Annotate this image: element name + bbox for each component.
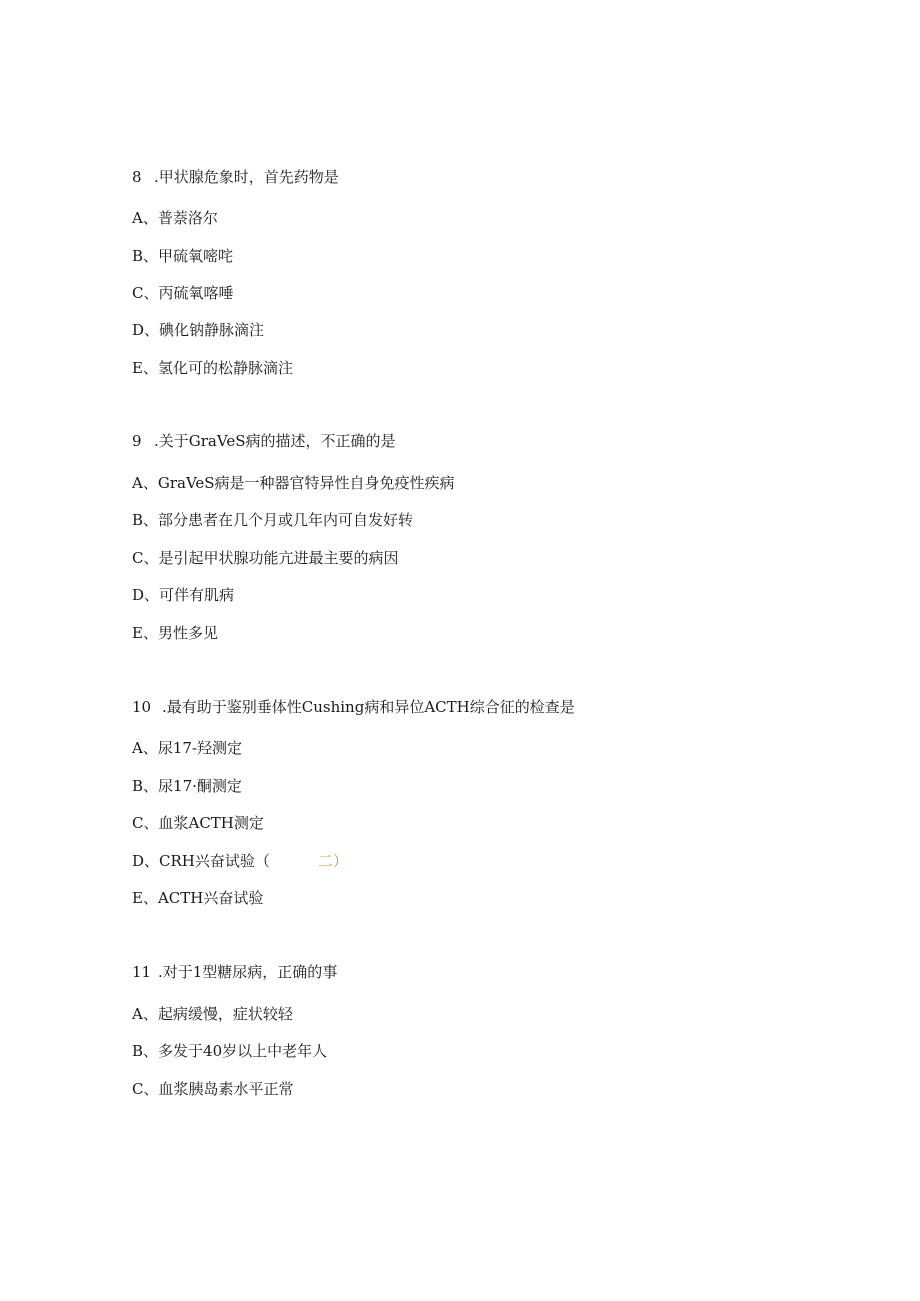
option-text: 血浆ACTH测定: [158, 814, 264, 832]
option-text: GraVeS病是一种器官特异性自身免疫性疾病: [157, 474, 455, 492]
option-text: 多发于40岁以上中老年人: [158, 1042, 328, 1060]
option-letter: A、: [132, 209, 158, 227]
option-text: 甲硫氧嘧咤: [158, 247, 234, 265]
option-8-e: [132, 358, 293, 378]
option-9-b: [132, 510, 413, 530]
option-10-b: [132, 776, 242, 796]
question-9-stem: [132, 431, 395, 451]
option-letter: D、: [132, 586, 160, 604]
option-text: 尿17·酮测定: [158, 777, 242, 795]
option-8-d: [132, 320, 264, 340]
option-text: 起病缓慢，症状较轻: [157, 1005, 293, 1023]
option-10-e: [132, 888, 263, 908]
question-number: 11: [132, 963, 152, 981]
option-8-a: [132, 208, 218, 228]
option-text: 可伴有肌病: [159, 586, 235, 604]
question-text: .对于1型糖尿病，正确的事: [158, 963, 338, 981]
option-letter: D、: [132, 321, 160, 339]
option-letter: E、: [132, 359, 158, 377]
option-text: 丙硫氧喀唾: [158, 284, 234, 302]
question-8-stem: [132, 167, 339, 187]
option-text: 碘化钠静脉滴注: [159, 321, 265, 339]
option-letter: B、: [132, 777, 159, 795]
question-text: .最有助于鉴别垂体性Cushing病和异位ACTH综合征的检查是: [162, 698, 575, 716]
option-text: 普萘洛尔: [157, 209, 218, 227]
option-text: CRH兴奋试验（: [159, 852, 270, 870]
option-letter: A、: [132, 739, 158, 757]
question-number: 8: [132, 168, 142, 186]
option-text: ACTH兴奋试验: [157, 889, 264, 907]
option-text: 血浆胰岛素水平正常: [158, 1080, 294, 1098]
question-text: .甲状腺危象时，首先药物是: [154, 168, 339, 186]
option-letter: C、: [132, 1080, 159, 1098]
question-11-stem: [132, 962, 337, 982]
answer-mark: 二）: [317, 852, 348, 870]
question-number: 10: [132, 698, 152, 716]
option-letter: B、: [132, 1042, 159, 1060]
option-text: 尿17-羟测定: [157, 739, 242, 757]
option-letter: B、: [132, 247, 159, 265]
option-letter: E、: [132, 889, 158, 907]
option-11-b: [132, 1041, 327, 1061]
option-letter: C、: [132, 549, 159, 567]
option-text: 男性多见: [157, 624, 218, 642]
option-9-d: [132, 585, 234, 605]
option-8-b: [132, 246, 233, 266]
option-11-c: [132, 1079, 294, 1099]
question-text: .关于GraVeS病的描述，不正确的是: [154, 432, 396, 450]
option-letter: A、: [132, 1005, 158, 1023]
option-letter: E、: [132, 624, 158, 642]
option-text: 是引起甲状腺功能亢进最主要的病因: [158, 549, 399, 567]
option-11-a: [132, 1004, 293, 1024]
option-letter: D、: [132, 852, 160, 870]
option-letter: B、: [132, 511, 159, 529]
question-10-stem: [132, 697, 575, 717]
option-9-e: [132, 623, 218, 643]
option-text: 氢化可的松静脉滴注: [157, 359, 293, 377]
option-letter: A、: [132, 474, 158, 492]
option-8-c: [132, 283, 234, 303]
option-10-a: [132, 738, 242, 758]
question-number: 9: [132, 432, 142, 450]
option-letter: C、: [132, 284, 159, 302]
option-9-c: [132, 548, 399, 568]
option-letter: C、: [132, 814, 159, 832]
option-10-c: [132, 813, 264, 833]
option-9-a: [132, 473, 455, 493]
option-text: 部分患者在几个月或几年内可自发好转: [158, 511, 414, 529]
option-10-d: [132, 851, 348, 871]
